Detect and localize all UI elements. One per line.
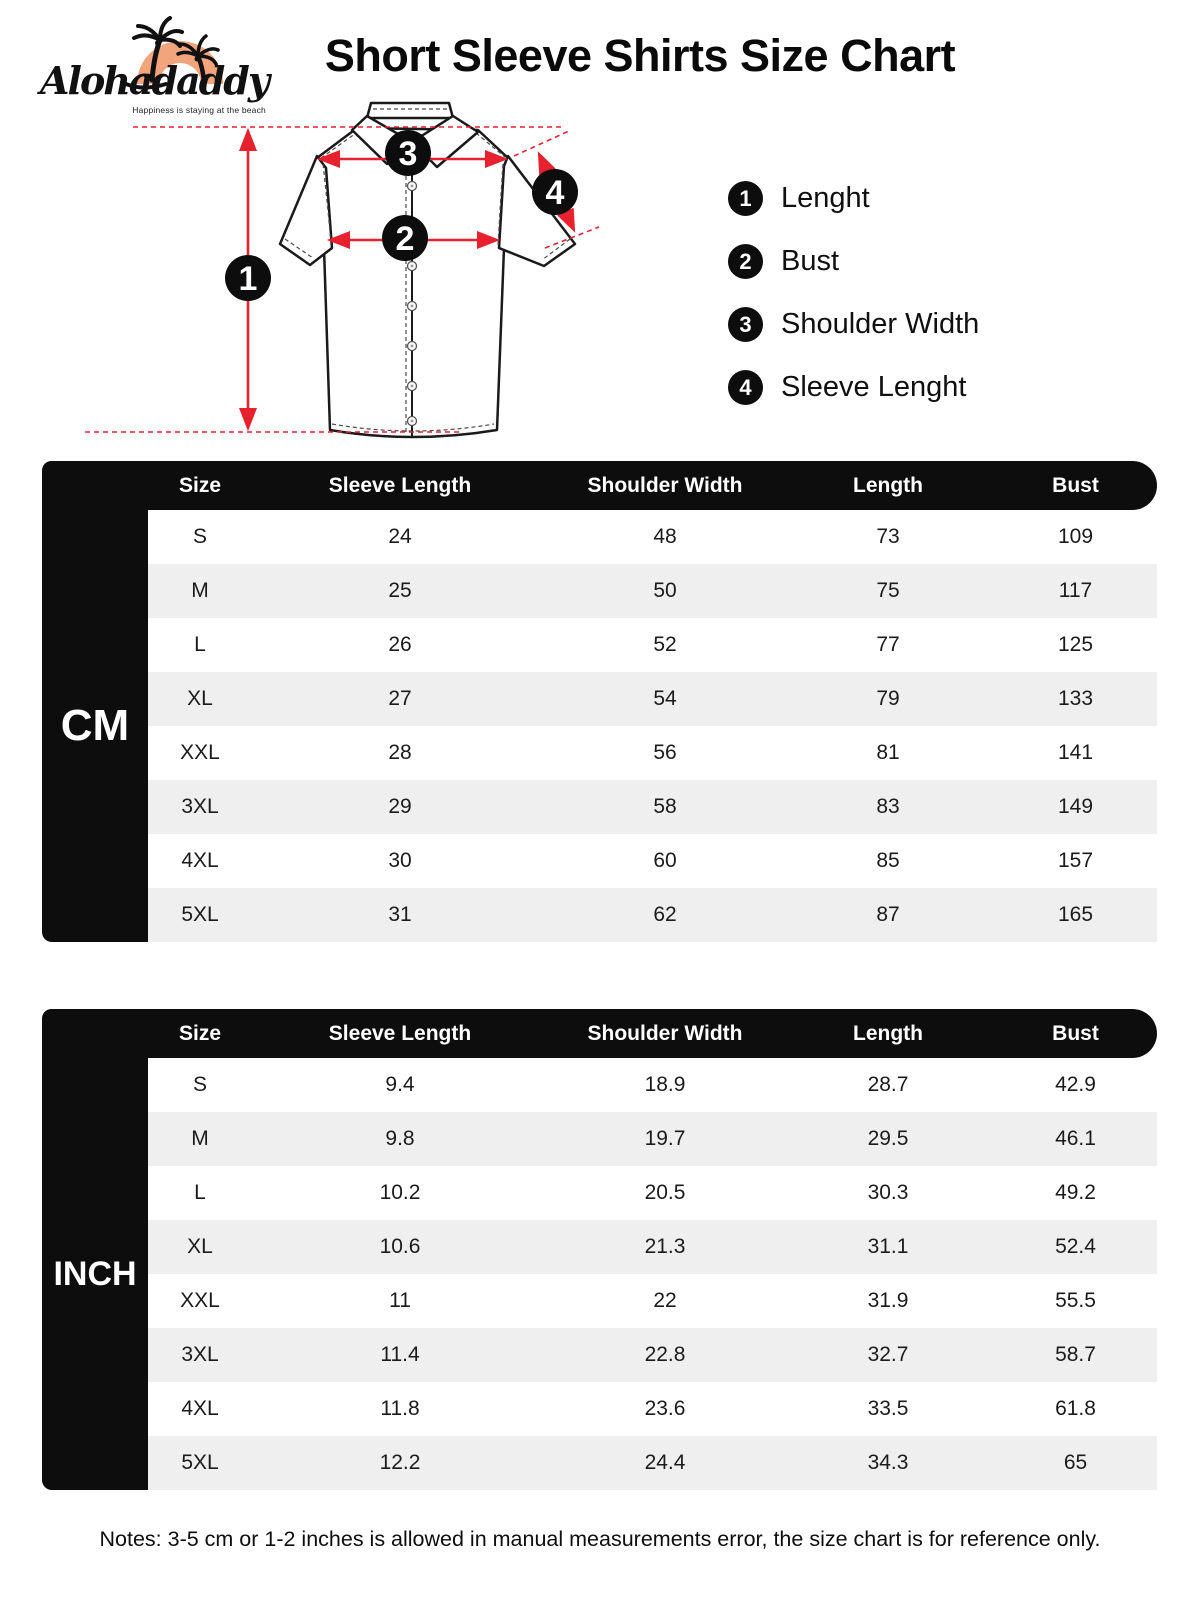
- cm-table: [148, 510, 1157, 942]
- size-cell: XXL: [180, 1289, 220, 1312]
- legend-item-length: [728, 180, 979, 217]
- value-cell: 52: [653, 633, 677, 656]
- value-cell: 83: [876, 795, 900, 818]
- table-row: [148, 510, 1157, 564]
- value-cell: 20.5: [644, 1181, 686, 1204]
- badge-4: 4: [545, 174, 565, 212]
- value-cell: 11.8: [380, 1397, 420, 1420]
- value-cell: 62: [653, 903, 677, 926]
- value-cell: 30: [388, 849, 412, 872]
- value-cell: 46.1: [1055, 1127, 1096, 1150]
- cm-size-chart: [42, 461, 1157, 942]
- table-row: [148, 834, 1157, 888]
- size-cell: 5XL: [181, 903, 219, 926]
- value-cell: 22.8: [644, 1343, 686, 1366]
- table-row: [148, 1112, 1157, 1166]
- value-cell: 133: [1057, 687, 1094, 710]
- legend-label: Bust: [781, 245, 840, 277]
- legend-item-shoulder-width: [728, 306, 979, 343]
- column-header-size: Size: [178, 473, 222, 497]
- inch-chart-header: [42, 1009, 1157, 1058]
- inch-table: [148, 1058, 1157, 1490]
- table-row: [148, 780, 1157, 834]
- value-cell: 11.4: [380, 1343, 420, 1366]
- value-cell: 10.6: [379, 1235, 421, 1258]
- value-cell: 18.9: [644, 1073, 686, 1096]
- value-cell: 117: [1058, 579, 1093, 602]
- brand-name: Alohadaddy: [40, 58, 268, 103]
- column-header-size: Size: [178, 1021, 222, 1045]
- table-row: [148, 564, 1157, 618]
- unit-label-inch: INCH: [42, 1058, 148, 1490]
- page-title: Short Sleeve Shirts Size Chart: [324, 30, 956, 81]
- size-cell: L: [194, 1181, 206, 1204]
- value-cell: 65: [1063, 1451, 1088, 1474]
- value-cell: 87: [876, 903, 900, 926]
- value-cell: 58: [653, 795, 677, 818]
- size-cell: S: [192, 525, 207, 548]
- value-cell: 28.7: [867, 1073, 909, 1096]
- value-cell: 48: [653, 525, 677, 548]
- value-cell: 34.3: [867, 1451, 909, 1474]
- inch-size-chart: [42, 1009, 1157, 1490]
- value-cell: 33.5: [867, 1397, 909, 1420]
- badge-1: 1: [238, 260, 258, 298]
- value-cell: 55.5: [1055, 1289, 1096, 1312]
- value-cell: 56: [653, 741, 677, 764]
- column-header-shoulder-width: Shoulder Width: [587, 473, 743, 497]
- table-row: [148, 672, 1157, 726]
- value-cell: 125: [1057, 633, 1094, 656]
- table-row: [148, 1058, 1157, 1112]
- value-cell: 29.5: [867, 1127, 909, 1150]
- value-cell: 11: [389, 1289, 411, 1312]
- value-cell: 61.8: [1055, 1397, 1096, 1420]
- column-header-length: Length: [853, 473, 923, 497]
- legend-number-badge: 2: [728, 244, 763, 279]
- size-cell: XXL: [180, 741, 220, 764]
- legend-item-sleeve-length: [728, 369, 979, 406]
- value-cell: 31.1: [867, 1235, 909, 1258]
- value-cell: 141: [1057, 741, 1094, 764]
- value-cell: 27: [388, 687, 412, 710]
- value-cell: 29: [388, 795, 412, 818]
- size-cell: 4XL: [181, 1397, 219, 1420]
- value-cell: 81: [876, 741, 900, 764]
- size-cell: 3XL: [181, 1343, 219, 1366]
- value-cell: 165: [1057, 903, 1094, 926]
- value-cell: 9.4: [385, 1073, 415, 1096]
- value-cell: 49.2: [1055, 1181, 1096, 1204]
- value-cell: 9.8: [385, 1127, 415, 1150]
- value-cell: 157: [1057, 849, 1094, 872]
- value-cell: 73: [876, 525, 900, 548]
- value-cell: 109: [1057, 525, 1094, 548]
- table-row: [148, 1166, 1157, 1220]
- value-cell: 24.4: [644, 1451, 686, 1474]
- column-header-bust: Bust: [1052, 473, 1099, 497]
- size-cell: 5XL: [181, 1451, 219, 1474]
- size-cell: 3XL: [181, 795, 219, 818]
- size-cell: L: [194, 633, 206, 656]
- table-row: [148, 1274, 1157, 1328]
- value-cell: 24: [388, 525, 412, 548]
- table-row: [148, 1382, 1157, 1436]
- legend-label: Sleeve Lenght: [781, 371, 967, 403]
- value-cell: 12.2: [379, 1451, 421, 1474]
- size-cell: 4XL: [181, 849, 219, 872]
- badge-3: 3: [398, 135, 418, 173]
- legend-label: Lenght: [781, 182, 870, 214]
- unit-label-cm: CM: [42, 510, 148, 942]
- column-header-bust: Bust: [1052, 1021, 1099, 1045]
- value-cell: 60: [653, 849, 677, 872]
- size-cell: M: [191, 1127, 209, 1150]
- value-cell: 52.4: [1055, 1235, 1096, 1258]
- table-row: [148, 1220, 1157, 1274]
- value-cell: 77: [876, 633, 900, 656]
- table-row: [148, 1436, 1157, 1490]
- value-cell: 75: [876, 579, 900, 602]
- value-cell: 25: [388, 579, 412, 602]
- badge-2: 2: [395, 220, 415, 258]
- legend-number-badge: 3: [728, 307, 763, 342]
- column-header-length: Length: [853, 1021, 923, 1045]
- column-header-shoulder-width: Shoulder Width: [587, 1021, 743, 1045]
- brand-tagline: Happiness is staying at the beach: [132, 105, 266, 115]
- value-cell: 32.7: [867, 1343, 909, 1366]
- legend-item-bust: [728, 243, 979, 280]
- legend-label: Shoulder Width: [781, 308, 980, 340]
- value-cell: 26: [388, 633, 412, 656]
- column-header-sleeve-length: Sleeve Length: [328, 473, 472, 497]
- value-cell: 23.6: [644, 1397, 686, 1420]
- shirt-measurement-diagram: [80, 98, 600, 448]
- size-cell: XL: [187, 687, 213, 710]
- value-cell: 22: [653, 1289, 677, 1312]
- legend-number-badge: 4: [728, 370, 763, 405]
- value-cell: 10.2: [379, 1181, 421, 1204]
- table-row: [148, 618, 1157, 672]
- size-cell: M: [191, 579, 209, 602]
- size-cell: S: [192, 1073, 207, 1096]
- column-header-sleeve-length: Sleeve Length: [328, 1021, 472, 1045]
- value-cell: 19.7: [644, 1127, 686, 1150]
- value-cell: 31: [388, 903, 412, 926]
- table-row: [148, 1328, 1157, 1382]
- measurement-legend: [728, 180, 979, 406]
- table-row: [148, 888, 1157, 942]
- value-cell: 54: [653, 687, 677, 710]
- value-cell: 58.7: [1055, 1343, 1096, 1366]
- value-cell: 85: [876, 849, 900, 872]
- value-cell: 79: [876, 687, 900, 710]
- value-cell: 50: [653, 579, 677, 602]
- value-cell: 149: [1057, 795, 1094, 818]
- value-cell: 28: [388, 741, 412, 764]
- notes-text: Notes: 3-5 cm or 1-2 inches is allowed in manual measurements error, the size chart is for reference only.: [99, 1527, 1101, 1551]
- cm-chart-header: [42, 461, 1157, 510]
- value-cell: 31.9: [867, 1289, 909, 1312]
- size-cell: XL: [187, 1235, 213, 1258]
- legend-number-badge: 1: [728, 181, 763, 216]
- table-row: [148, 726, 1157, 780]
- value-cell: 21.3: [644, 1235, 686, 1258]
- value-cell: 30.3: [867, 1181, 909, 1204]
- value-cell: 42.9: [1055, 1073, 1096, 1096]
